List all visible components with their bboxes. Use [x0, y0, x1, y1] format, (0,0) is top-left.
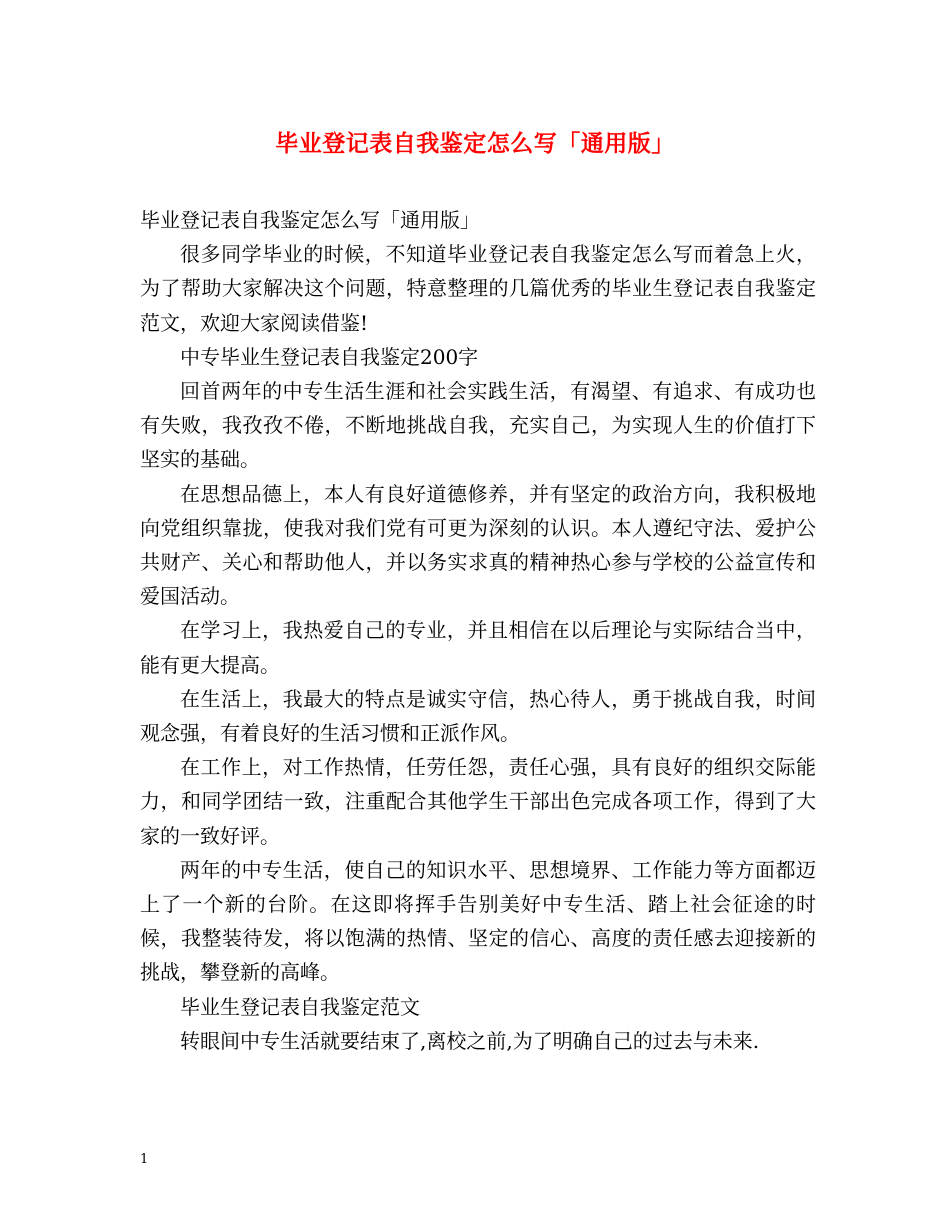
paragraph: 在工作上，对工作热情，任劳任怨，责任心强，具有良好的组织交际能力，和同学团结一致，注重配合其他学生干部出色完成各项工作，得到了大家的一致好评。: [140, 755, 816, 848]
section-heading: 毕业生登记表自我鉴定范文: [180, 994, 420, 1019]
paragraph-intro: 很多同学毕业的时候，不知道毕业登记表自我鉴定怎么写而着急上火，为了帮助大家解决这个问题，特意整理的几篇优秀的毕业生登记表自我鉴定范文，欢迎大家阅读借鉴!: [140, 242, 816, 335]
paragraph: 在思想品德上，本人有良好道德修养，并有坚定的政治方向，我积极地向党组织靠拢，使我对我们党有可更为深刻的认识。本人遵纪守法、爱护公共财产、关心和帮助他人，并以务实求真的精神热心参与学校的公益宣传和爱国活动。: [140, 481, 816, 609]
paragraph: 转眼间中专生活就要结束了,离校之前,为了明确自己的过去与未来.: [180, 1028, 760, 1053]
paragraph: 两年的中专生活，使自己的知识水平、思想境界、工作能力等方面都迈上了一个新的台阶。在这即将挥手告别美好中专生活、踏上社会征途的时候，我整装待发，将以饱满的热情、坚定的信心、高度的责任感去迎接新的挑战，攀登新的高峰。: [140, 857, 816, 985]
paragraph: 回首两年的中专生活生涯和社会实践生活，有渴望、有追求、有成功也有失败，我孜孜不倦，不断地挑战自我，充实自己，为实现人生的价值打下坚实的基础。: [140, 379, 816, 472]
page-number: 1: [140, 1152, 149, 1167]
section-heading: 中专毕业生登记表自我鉴定200字: [180, 344, 479, 369]
document-title: 毕业登记表自我鉴定怎么写「通用版」: [275, 130, 675, 157]
document-body: [140, 203, 816, 1058]
paragraph: 在生活上，我最大的特点是诚实守信，热心待人，勇于挑战自我，时间观念强，有着良好的生活习惯和正派作风。: [140, 686, 816, 746]
paragraph-heading: 毕业登记表自我鉴定怎么写「通用版」: [140, 208, 480, 232]
paragraph: 在学习上，我热爱自己的专业，并且相信在以后理论与实际结合当中，能有更大提高。: [140, 618, 816, 677]
